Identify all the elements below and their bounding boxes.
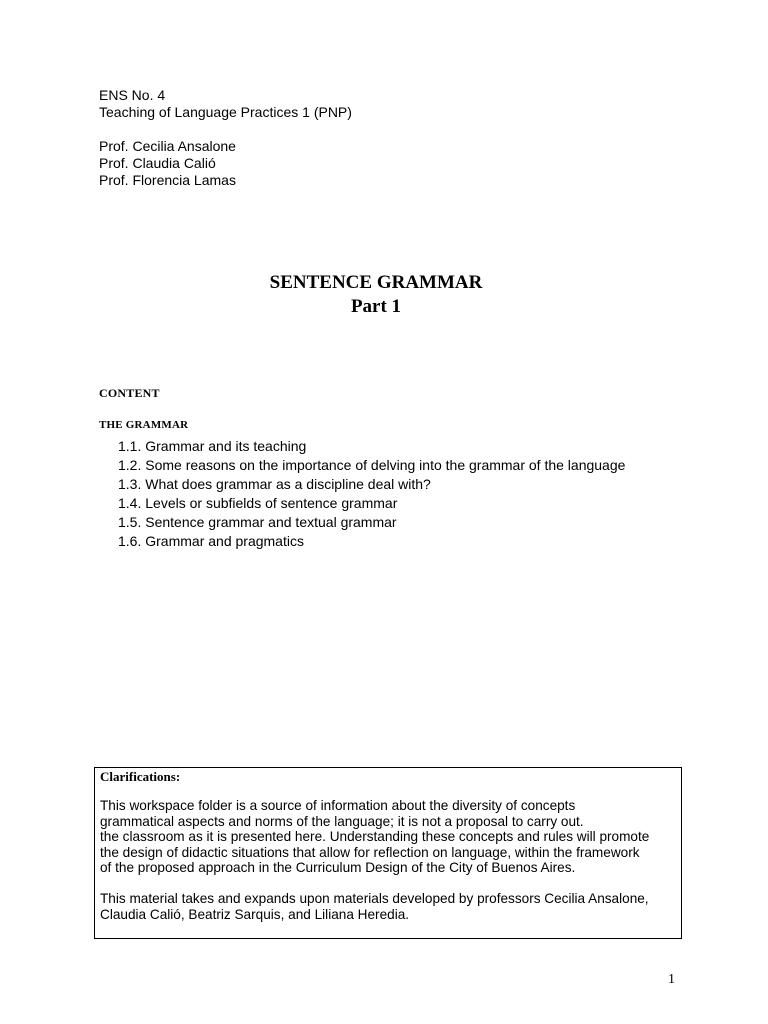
clarification-line: the classroom as it is presented here. Understanding these concepts and rules will promote	[100, 829, 650, 845]
school-name: ENS No. 4	[99, 87, 166, 103]
clarification-line: the design of didactic situations that allow for reflection on language, within the framework	[100, 844, 640, 860]
clarifications-title: Clarifications:	[100, 769, 181, 784]
page-number: 1	[668, 972, 675, 987]
clarification-line: Claudia Calió, Beatriz Sarquis, and Liliana Heredia.	[100, 906, 410, 922]
title-part: Part 1	[350, 296, 402, 317]
toc-item: 1.5. Sentence grammar and textual grammar	[118, 514, 397, 530]
document-header	[99, 87, 352, 189]
clarification-line: of the proposed approach in the Curriculum Design of the City of Buenos Aires.	[100, 860, 576, 876]
clarification-line: This material takes and expands upon materials developed by professors Cecilia Ansalone,	[100, 890, 649, 906]
table-of-contents	[118, 438, 625, 552]
clarification-line: grammatical aspects and norms of the language; it is not a proposal to carry out.	[100, 813, 584, 829]
document-title	[0, 271, 752, 319]
header-spacer	[99, 121, 352, 138]
toc-item: 1.2. Some reasons on the importance of delving into the grammar of the language	[118, 457, 626, 473]
content-heading: CONTENT	[99, 386, 160, 400]
professor-name: Prof. Florencia Lamas	[99, 172, 236, 188]
toc-item: 1.1. Grammar and its teaching	[118, 438, 307, 454]
professor-name: Prof. Claudia Calió	[99, 155, 216, 171]
clarification-line: This workspace folder is a source of information about the diversity of concepts	[100, 798, 576, 813]
toc-item: 1.4. Levels or subfields of sentence grammar	[118, 495, 398, 511]
professor-name: Prof. Cecilia Ansalone	[99, 138, 236, 154]
section-heading: THE GRAMMAR	[99, 419, 189, 431]
title-main: SENTENCE GRAMMAR	[269, 272, 483, 293]
toc-item: 1.6. Grammar and pragmatics	[118, 533, 304, 549]
toc-item: 1.3. What does grammar as a discipline deal with?	[118, 476, 431, 492]
course-name: Teaching of Language Practices 1 (PNP)	[99, 104, 352, 120]
clarifications-body	[100, 798, 680, 922]
clarifications-box	[94, 767, 682, 939]
paragraph-spacer	[100, 876, 680, 891]
